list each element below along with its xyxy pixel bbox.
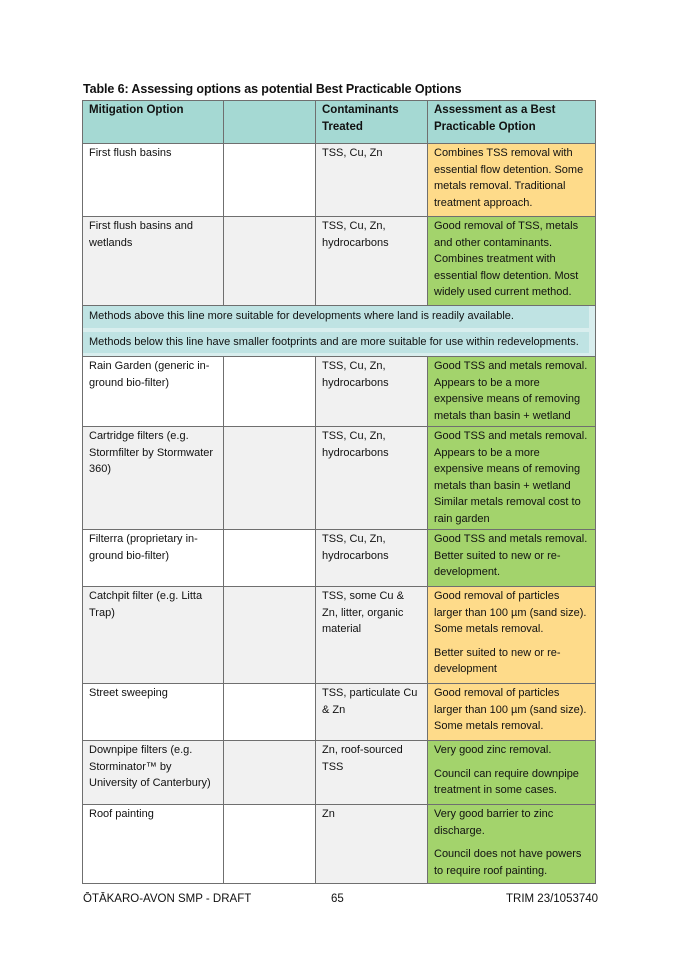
assessment-text: Council does not have powers to require roof painting. bbox=[434, 848, 582, 877]
contaminants-cell: TSS, some Cu & Zn, litter, organic material bbox=[316, 587, 428, 684]
table-row bbox=[83, 587, 596, 684]
assessment-cell bbox=[428, 684, 596, 741]
table-row bbox=[83, 357, 596, 427]
blank-cell bbox=[224, 587, 316, 684]
blank-cell bbox=[224, 144, 316, 217]
table-row bbox=[83, 530, 596, 587]
header-blank bbox=[224, 101, 316, 144]
mitigation-option-cell: First flush basins bbox=[83, 144, 224, 217]
footer-trim-reference: TRIM 23/1053740 bbox=[506, 893, 599, 905]
blank-cell bbox=[224, 684, 316, 741]
assessment-text: Better suited to new or re-development bbox=[434, 646, 561, 675]
table-row bbox=[83, 217, 596, 306]
divider-note bbox=[83, 306, 589, 353]
assessment-text: Combines TSS removal with essential flow detention. Some metals removal. Traditional treatment approach. bbox=[434, 147, 584, 209]
assessment-cell bbox=[428, 357, 596, 427]
table-row bbox=[83, 805, 596, 884]
mitigation-option-cell: Street sweeping bbox=[83, 684, 224, 741]
assessment-text: Good removal of particles larger than 100 µm (sand size). Some metals removal. bbox=[434, 687, 587, 732]
assessment-cell bbox=[428, 217, 596, 306]
blank-cell bbox=[224, 805, 316, 884]
divider-cell bbox=[83, 306, 596, 357]
assessment-text: Council can require downpipe treatment in some cases. bbox=[434, 767, 579, 796]
footer-page-number: 65 bbox=[331, 893, 344, 905]
contaminants-cell: TSS, Cu, Zn bbox=[316, 144, 428, 217]
blank-cell bbox=[224, 217, 316, 306]
mitigation-option-cell: Roof painting bbox=[83, 805, 224, 884]
assessment-cell bbox=[428, 741, 596, 805]
table-body-bottom bbox=[83, 357, 596, 884]
header-assessment: Assessment as a Best Practicable Option bbox=[428, 101, 596, 144]
mitigation-option-cell: Catchpit filter (e.g. Litta Trap) bbox=[83, 587, 224, 684]
contaminants-cell: TSS, particulate Cu & Zn bbox=[316, 684, 428, 741]
assessment-text: Very good barrier to zinc discharge. bbox=[434, 808, 554, 837]
mitigation-option-cell: Filterra (proprietary in-ground bio-filter) bbox=[83, 530, 224, 587]
divider-line-above: Methods above this line more suitable for developments where land is readily available. bbox=[89, 310, 514, 322]
mitigation-option-cell: Rain Garden (generic in-ground bio-filter) bbox=[83, 357, 224, 427]
bpo-table bbox=[82, 100, 596, 884]
header-contaminants-treated: Contaminants Treated bbox=[316, 101, 428, 144]
mitigation-option-cell: Cartridge filters (e.g. Stormfilter by Stormwater 360) bbox=[83, 427, 224, 530]
assessment-text: Good removal of particles larger than 100 µm (sand size). Some metals removal. bbox=[434, 590, 587, 635]
assessment-text: Good TSS and metals removal. Appears to be a more expensive means of removing metals than basin + wetland bbox=[434, 360, 588, 422]
contaminants-cell: TSS, Cu, Zn, hydrocarbons bbox=[316, 530, 428, 587]
assessment-cell bbox=[428, 530, 596, 587]
divider-row bbox=[83, 306, 596, 357]
assessment-text: Good TSS and metals removal. Better suited to new or re-development. bbox=[434, 533, 588, 578]
contaminants-cell: Zn, roof-sourced TSS bbox=[316, 741, 428, 805]
mitigation-option-cell: First flush basins and wetlands bbox=[83, 217, 224, 306]
mitigation-option-cell: Downpipe filters (e.g. Storminator™ by University of Canterbury) bbox=[83, 741, 224, 805]
blank-cell bbox=[224, 427, 316, 530]
assessment-text: Good TSS and metals removal. Appears to be a more expensive means of removing metals than basin + wetland bbox=[434, 430, 588, 492]
table-row bbox=[83, 144, 596, 217]
assessment-cell bbox=[428, 587, 596, 684]
table-row bbox=[83, 741, 596, 805]
table-caption: Table 6: Assessing options as potential Best Practicable Options bbox=[83, 82, 462, 96]
table-body-top bbox=[83, 144, 596, 306]
contaminants-cell: TSS, Cu, Zn, hydrocarbons bbox=[316, 427, 428, 530]
footer-document-title: ŌTĀKARO-AVON SMP - DRAFT bbox=[83, 893, 252, 905]
contaminants-cell: TSS, Cu, Zn, hydrocarbons bbox=[316, 357, 428, 427]
blank-cell bbox=[224, 357, 316, 427]
assessment-text: Good removal of TSS, metals and other contaminants. Combines treatment with essential flow detention. Most widely used current method. bbox=[434, 220, 579, 298]
contaminants-cell: Zn bbox=[316, 805, 428, 884]
table-row bbox=[83, 684, 596, 741]
divider-line-below: Methods below this line have smaller footprints and are more suitable for use within redevelopments. bbox=[89, 335, 579, 348]
assessment-cell bbox=[428, 144, 596, 217]
blank-cell bbox=[224, 530, 316, 587]
header-row bbox=[83, 101, 596, 144]
contaminants-cell: TSS, Cu, Zn, hydrocarbons bbox=[316, 217, 428, 306]
blank-cell bbox=[224, 741, 316, 805]
assessment-text: Very good zinc removal. bbox=[434, 744, 552, 756]
table-row bbox=[83, 427, 596, 530]
divider-section bbox=[83, 306, 596, 357]
assessment-cell bbox=[428, 805, 596, 884]
header-mitigation-option: Mitigation Option bbox=[83, 101, 224, 144]
assessment-text: Similar metals removal cost to rain garden bbox=[434, 496, 581, 525]
assessment-cell bbox=[428, 427, 596, 530]
